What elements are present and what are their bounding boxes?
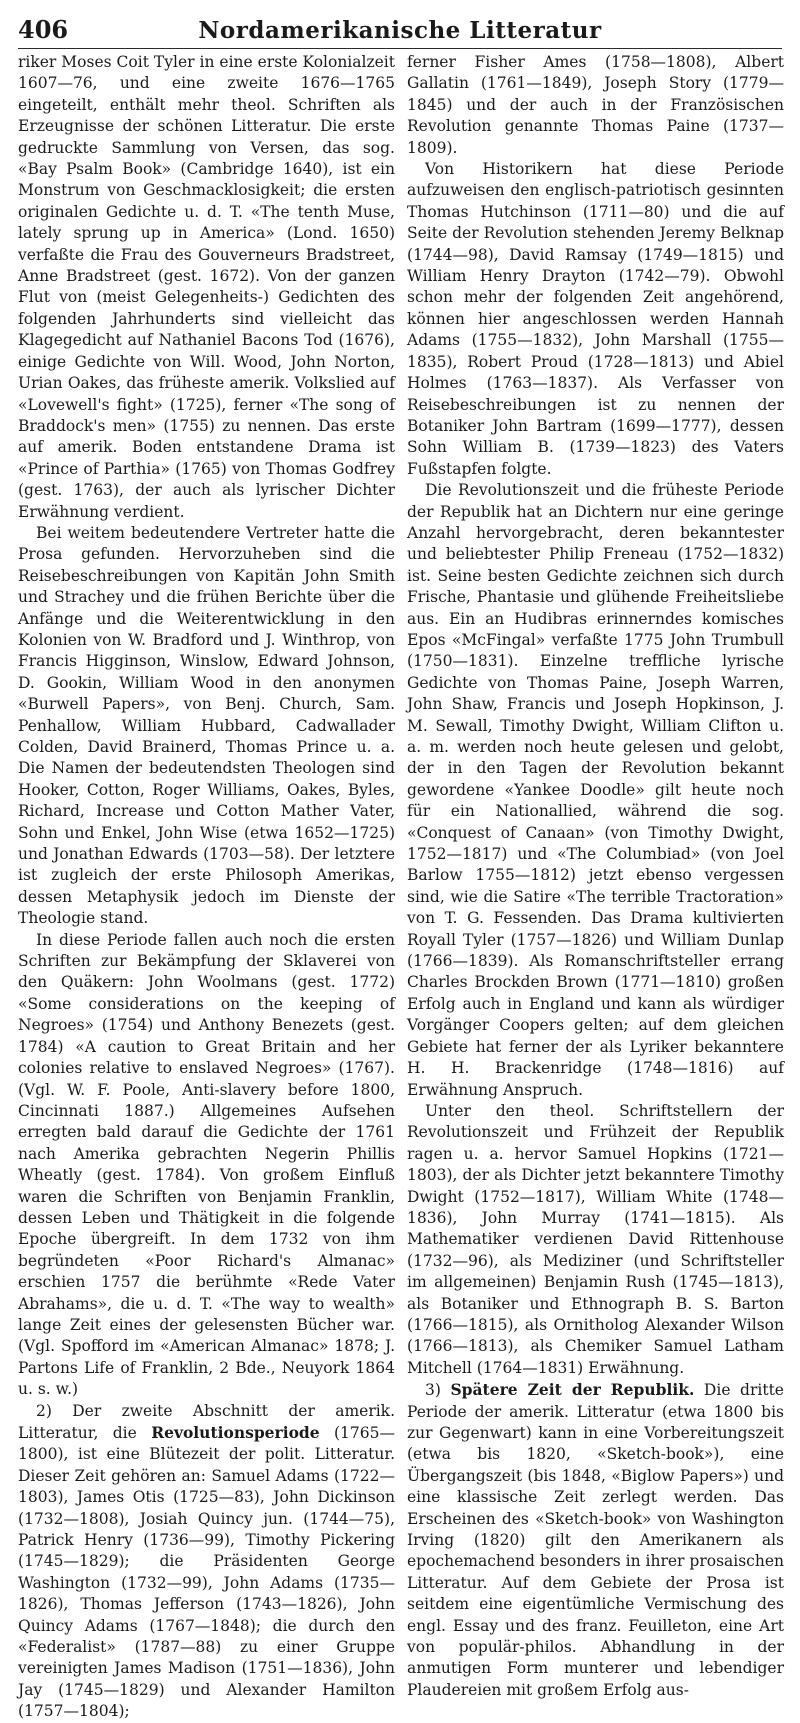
paragraph-text: Die dritte Periode der amerik. Litteratur (etwa 1800 bis zur Gegenwart) kann in eine Vorbereitungszeit (etwa bis 1820, «Sketch-book»), eine Übergangszeit (bis 1848, «Biglow Papers») und eine klassische Zeit zerlegt werden. Das Erscheinen des «Sketch-book» von Washington Irving (1820) gilt den Amerikanern als epochemachend besonders in ihrer prosaischen Litteratur. Auf dem Gebiete der Prosa ist seitdem eine eigentümliche Vermischung des engl. Essay und des franz. Feuilleton, eine Art von populär-philos. Abhandlung in der anmutigen Form munterer und lebendiger Plaudereien mit großem Erfolg aus-: [407, 1381, 784, 1699]
paragraph: Von Historikern hat diese Periode aufzuweisen den englisch-patriotisch gesinnten Thomas Hutchinson (1711—80) und die auf Seite der Revolution stehenden Jeremy Belknap (1744—98), David Ramsay (1749—1815) und William Henry Drayton (1742—79). Obwohl schon mehr der folgenden Zeit angehörend, können hier angeschlossen werden Hannah Adams (1755—1832), John Marshall (1755—1835), Robert Proud (1728—1813) und Abiel Holmes (1763—1837). Als Verfasser von Reisebeschreibungen ist zu nennen der Botaniker John Bartram (1699—1777), dessen Sohn William B. (1739—1823) des Vaters Fußstapfen folgte.: [407, 160, 784, 478]
paragraph: Die Revolutionszeit und die früheste Periode der Republik hat an Dichtern nur eine geringe Anzahl hervorgebracht, deren bekanntester und beliebtester Philip Freneau (1752—1832) ist. Seine besten Gedichte zeichnen sich durch Frische, Phantasie und glühende Freiheitsliebe aus. Ein an Hudibras erinnerndes komisches Epos «McFingal» verfaßte 1775 John Trumbull (1750—1831). Einzelne treffliche lyrische Gedichte von Thomas Paine, Joseph Warren, John Shaw, Francis und Joseph Hopkinson, J. M. Sewall, Timothy Dwight, William Clifton u. a. m. werden noch heute gelesen und gelobt, der in den Tagen der Revolution bekannt gewordene «Yankee Doodle» gilt heute noch für ein Nationallied, während die sog. «Conquest of Canaan» (von Timothy Dwight, 1752—1817) und «The Columbiad» (von Joel Barlow 1755—1812) jetzt ebenso vergessen sind, wie die Satire «The terrible Tractoration» von T. G. Fessenden. Das Drama kultivierten Royall Tyler (1757—1826) und William Dunlap (1766—1839). Als Romanschriftsteller errang Charles Brockden Brown (1771—1810) großen Erfolg auch in England und kann als würdiger Vorgänger Coopers gelten; auf dem gleichen Gebiete hat ferner der als Lyriker bekanntere H. H. Brackenridge (1748—1816) auf Erwähnung Anspruch.: [407, 481, 784, 1099]
left-column: [18, 52, 395, 1721]
paragraph: [407, 1379, 784, 1701]
section-heading: Revolutionsperiode: [151, 1423, 320, 1442]
paragraph: In diese Periode fallen auch noch die ersten Schriften zur Bekämpfung der Sklaverei von den Quäkern: John Woolmans (gest. 1772) «Some considerations on the keeping of Negroes» (1754) und Anthony Benezets (gest. 1784) «A caution to Great Britain and her colonies relative to enslaved Negroes» (1767). (Vgl. W. F. Poole, Anti-slavery before 1800, Cincinnati 1887.) Allgemeines Aufsehen erregten bald darauf die Gedichte der 1761 nach Amerika gebrachten Negerin Phillis Wheatly (gest. 1784). Von großem Einfluß waren die Schriften von Benjamin Franklin, dessen Leben und Thätigkeit in die folgende Epoche übergreift. In dem 1732 von ihm begründeten «Poor Richard's Almanac» erschien 1757 die berühmte «Rede Vater Abrahams», die u. d. T. «The way to wealth» lange Zeit eines der gelesensten Bücher war. (Vgl. Spofford im «American Almanac» 1878; J. Partons Life of Franklin, 2 Bde., Neuyork 1864 u. s. w.): [18, 930, 395, 1399]
paragraph: riker Moses Coit Tyler in eine erste Kolonialzeit 1607—76, und eine zweite 1676—1765 eingeteilt, enthält mehr theol. Schriften als Erzeugnisse der schönen Litteratur. Die erste gedruckte Sammlung von Versen, das sog. «Bay Psalm Book» (Cambridge 1640), ist ein Monstrum von Geschmacklosigkeit; die ersten originalen Gedichte u. d. T. «The tenth Muse, lately sprung up in America» (Lond. 1650) verfaßte die Frau des Gouverneurs Bradstreet, Anne Bradstreet (gest. 1672). Von der ganzen Flut von (meist Gelegenheits-) Gedichten des folgenden Jahrhunderts sind vielleicht das Klagegedicht auf Nathaniel Bacons Tod (1676), einige Gedichte von Will. Wood, John Norton, Urian Oakes, das früheste amerik. Volkslied auf «Lovewell's fight» (1725), ferner «The song of Braddock's men» (1755) zu nennen. Das erste auf amerik. Boden entstandene Drama ist «Prince of Parthia» (1765) von Thomas Godfrey (gest. 1763), der auch als lyrischer Dichter Erwähnung verdient.: [18, 53, 395, 521]
paragraph: ferner Fisher Ames (1758—1808), Albert Gallatin (1761—1849), Joseph Story (1779—1845) und der auch in der Französischen Revolution genannte Thomas Paine (1737—1809).: [407, 53, 784, 157]
paragraph-text: 3): [425, 1381, 451, 1400]
paragraph-text: 2) Der zweite Abschnitt der amerik. Litteratur, die: [18, 1401, 395, 1442]
section-heading: Spätere Zeit der Republik.: [450, 1380, 695, 1400]
paragraph: [18, 1401, 395, 1723]
paragraph: Bei weitem bedeutendere Vertreter hatte die Prosa gefunden. Hervorzuheben sind die Reisebeschreibungen von Kapitän John Smith und Strachey und die frühen Berichte über die Anfänge und die Weiterentwicklung in den Kolonien von W. Bradford und J. Winthrop, von Francis Higginson, Winslow, Edward Johnson, D. Gookin, William Wood in den anonymen «Burwell Papers», von Benj. Church, Sam. Penhallow, William Hubbard, Cadwallader Colden, David Brainerd, Thomas Prince u. a. Die Namen der bedeutendsten Theologen sind Hooker, Cotton, Roger Williams, Oakes, Byles, Richard, Increase und Cotton Mather Vater, Sohn und Enkel, John Wise (etwa 1652—1725) und Jonathan Edwards (1703—58). Der letztere ist zugleich der erste Philosoph Amerikas, dessen Metaphysik jedoch im Dienste der Theologie stand.: [18, 523, 395, 928]
right-column: [407, 52, 784, 1699]
paragraph-text: (1765—1800), ist eine Blütezeit der polit. Litteratur. Dieser Zeit gehören an: Samuel Adams (1722—1803), James Otis (1725—83), John Dickinson (1732—1808), Josiah Quincy jun. (1744—75), Patrick Henry (1736—99), Timothy Pickering (1745—1829); die Präsidenten George Washington (1732—99), John Adams (1735—1826), Thomas Jefferson (1743—1826), John Quincy Adams (1767—1848); die durch den «Federalist» (1787—88) zu einer Gruppe vereinigten James Madison (1751—1836), John Jay (1745—1829) und Alexander Hamilton (1757—1804);: [18, 1424, 395, 1721]
paragraph: Unter den theol. Schriftstellern der Revolutionszeit und Frühzeit der Republik ragen u. a. hervor Samuel Hopkins (1721—1803), der als Dichter jetzt bekanntere Timothy Dwight (1752—1817), William White (1748—1836), John Murray (1741—1815). Als Mathematiker verdienen David Rittenhouse (1732—96), als Mediziner (und Schriftsteller im allgemeinen) Benjamin Rush (1745—1813), als Botaniker und Ethnograph B. S. Barton (1766—1815), als Ornitholog Alexander Wilson (1766—1813), als Chemiker Samuel Latham Mitchell (1764—1831) Erwähnung.: [407, 1101, 784, 1377]
text-columns: [18, 52, 784, 1721]
page-number: 406: [18, 15, 69, 44]
page-header: [18, 4, 782, 49]
running-title: Nordamerikanische Litteratur: [198, 17, 602, 44]
